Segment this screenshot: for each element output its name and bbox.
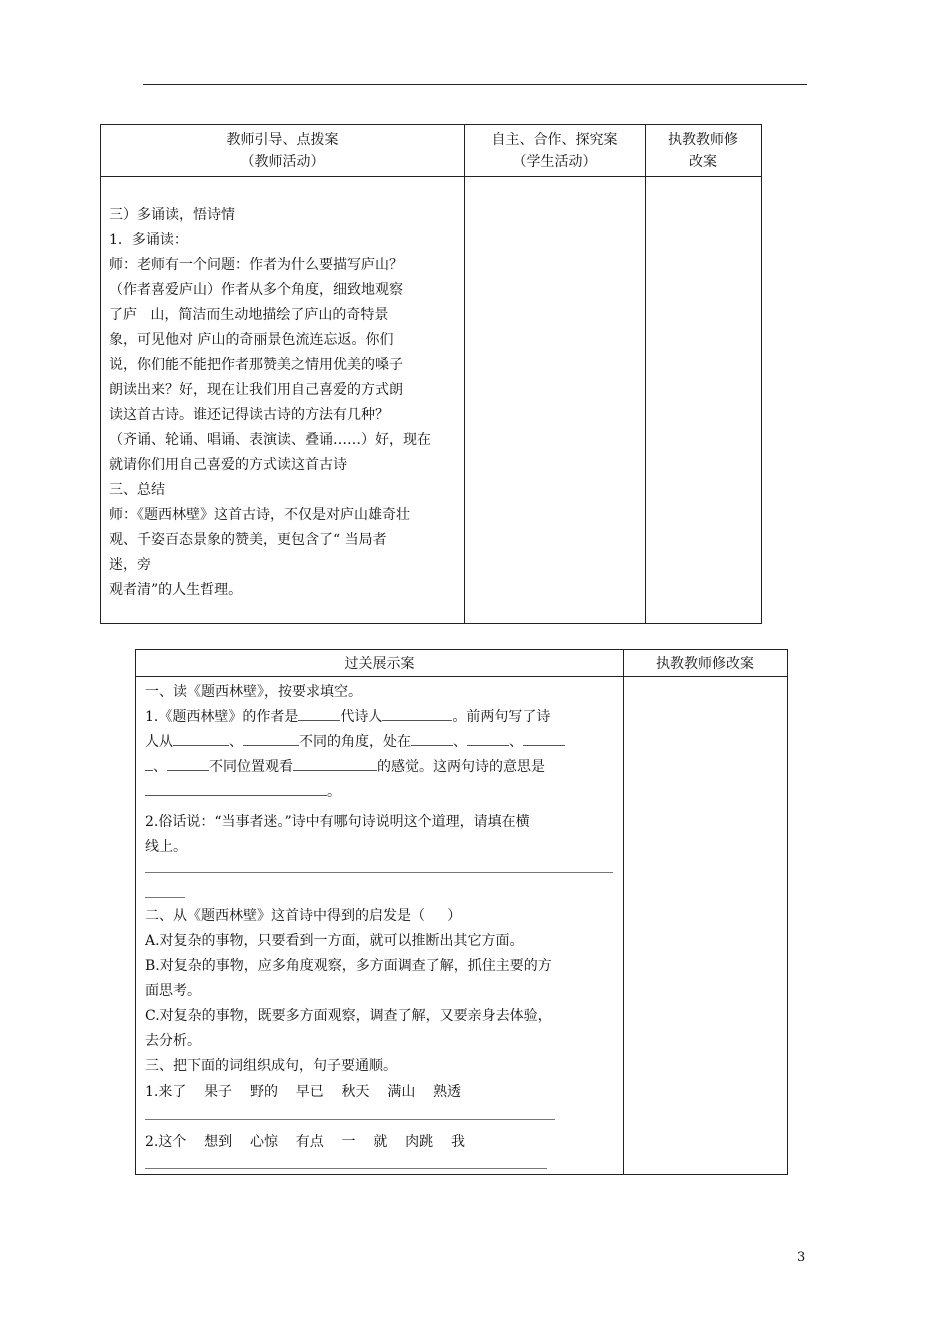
option-b: B.对复杂的事物，应多角度观察，多方面调查了解，抓住主要的方	[145, 958, 552, 974]
question-line	[145, 705, 550, 730]
section-title: 一、读《题西林壁》，按要求填空。	[145, 684, 362, 700]
text-line: 1．多诵读：	[109, 232, 188, 248]
question-text: 、	[509, 734, 523, 750]
blank-poet[interactable]	[382, 705, 452, 721]
question-text: 代诗人	[340, 709, 383, 725]
section-title: 二、从《题西林壁》这首诗中得到的启发是（ ）	[145, 908, 462, 924]
text-line: 象，可见他对 庐山的奇丽景色流连忘返。你们	[109, 332, 394, 348]
question-line	[145, 730, 565, 755]
text-line: 三）多诵读，悟诗情	[109, 207, 235, 223]
text-line: 读这首古诗。谁还记得读古诗的方法有几种？	[109, 407, 389, 423]
text-line: 说，你们能不能把作者那赞美之情用优美的嗓子	[109, 357, 403, 373]
section-title: 三、把下面的词组织成句，句子要通顺。	[145, 1058, 397, 1074]
header-student-activity	[464, 125, 645, 176]
answer-line[interactable]	[145, 1119, 555, 1120]
header-teacher-activity	[101, 125, 464, 176]
option-c: C.对复杂的事物，既要多方面观察，调查了解，又要亲身去体验，	[145, 1008, 552, 1024]
blank-position-1[interactable]	[411, 730, 453, 746]
header-text: 教师引导、点拨案	[226, 131, 339, 148]
header-divider	[101, 176, 761, 177]
column-divider	[645, 125, 646, 623]
option-a: A.对复杂的事物，只要看到一方面，就可以推断出其它方面。	[145, 933, 524, 949]
option-b-cont: 面思考。	[145, 983, 201, 999]
exercise-table	[135, 649, 788, 1175]
answer-line[interactable]	[145, 1168, 547, 1169]
question-text: 。	[327, 784, 341, 800]
text-line: 就请你们用自己喜爱的方式读这首古诗	[109, 457, 347, 473]
question-line	[145, 755, 545, 780]
question-text: 、	[453, 734, 467, 750]
header-subtext: （教师活动）	[240, 153, 325, 170]
question-line	[145, 780, 341, 805]
text-line: 三、总结	[109, 482, 165, 498]
question-text: 不同位置观看	[209, 759, 293, 775]
text-line: 朗读出来？好，现在让我们用自己喜爱的方式朗	[109, 382, 403, 398]
question-text: 人从	[145, 734, 173, 750]
page-number: 3	[797, 1250, 806, 1265]
question-text: 、	[229, 734, 243, 750]
text-line: 了庐 山，简洁而生动地描绘了庐山的奇特景	[109, 307, 389, 323]
question-text: 、	[153, 759, 167, 775]
column-divider	[623, 650, 624, 1174]
header-teacher-revision	[645, 125, 761, 176]
question-line: 线上。	[145, 839, 187, 855]
blank-position-2[interactable]	[467, 730, 509, 746]
blank-position-4[interactable]	[167, 755, 209, 771]
teacher-activity-content	[109, 203, 459, 603]
header-text: 自主、合作、探究案	[491, 131, 618, 148]
word-list: 1.来了 果子 野的 早已 秋天 满山 熟透	[145, 1084, 462, 1100]
question-text: 的感觉。这两句诗的意思是	[377, 759, 545, 775]
header-rule	[143, 84, 807, 85]
blank-dynasty[interactable]	[298, 705, 340, 721]
header-divider	[136, 676, 787, 677]
header-teacher-revision: 执教教师修改案	[656, 656, 754, 672]
header-exercise: 过关展示案	[344, 656, 415, 672]
text-line: 师：老师有一个问题：作者为什么要描写庐山？	[109, 257, 403, 273]
lesson-plan-table	[100, 124, 762, 624]
text-line: 迷，旁	[109, 557, 151, 573]
header-subtext: （学生活动）	[512, 153, 597, 170]
word-list: 2.这个 想到 心惊 有点 一 就 肉跳 我	[145, 1134, 465, 1150]
question-text: 。前两句写了诗	[452, 709, 551, 725]
column-divider	[464, 125, 465, 623]
question-text: 1.《题西林壁》的作者是	[145, 709, 299, 725]
answer-line[interactable]	[145, 897, 185, 898]
text-line: （作者喜爱庐山）作者从多个角度，细致地观察	[109, 282, 403, 298]
blank-position-3[interactable]	[523, 730, 565, 746]
text-line: 师：《题西林壁》这首古诗，不仅是对庐山雄奇壮	[109, 507, 410, 523]
answer-line[interactable]	[145, 872, 613, 873]
blank-angle-1[interactable]	[173, 730, 229, 746]
text-line: 观者清”的人生哲理。	[109, 582, 243, 598]
blank-feeling[interactable]	[293, 755, 377, 771]
header-subtext: 改案	[689, 153, 717, 170]
option-c-cont: 去分析。	[145, 1033, 201, 1049]
header-text: 执教教师修	[668, 131, 738, 148]
blank-angle-2[interactable]	[243, 730, 299, 746]
question-text: 不同的角度，处在	[299, 734, 411, 750]
blank-position-3-cont[interactable]	[145, 755, 153, 771]
text-line: （齐诵、轮诵、唱诵、表演读、叠诵……）好，现在	[109, 432, 431, 448]
blank-meaning[interactable]	[145, 780, 327, 796]
text-line: 观、千姿百态景象的赞美，更包含了“ 当局者	[109, 532, 387, 548]
question-line: 2.俗话说：“当事者迷。”诗中有哪句诗说明这个道理，请填在横	[145, 814, 530, 830]
